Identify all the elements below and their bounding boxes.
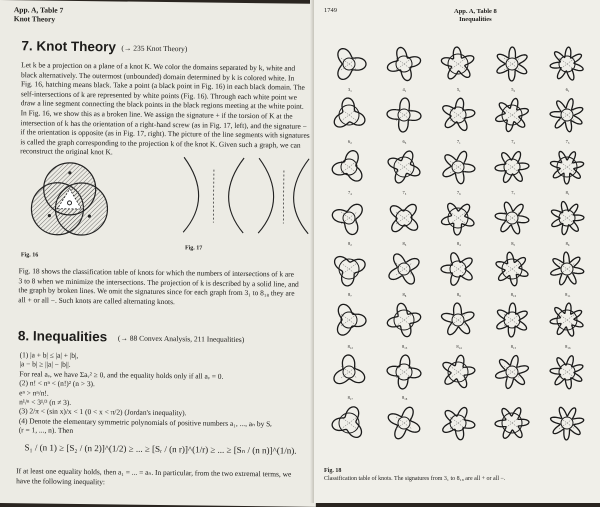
knot-diagram — [540, 196, 594, 247]
knot-diagram — [376, 298, 430, 349]
knot-drawing — [329, 300, 369, 340]
knot-drawing — [438, 198, 478, 238]
inequality-line: (r = 1, ..., n). Then — [18, 425, 74, 436]
inequalities-heading: 8. Inequalities — [17, 328, 108, 345]
knot-label: 7₁ — [456, 138, 461, 144]
knot-diagram — [322, 42, 376, 93]
inequalities-xref: (→ 88 Convex Analysis, 211 Inequalities) — [117, 333, 245, 345]
knot-label: 8₁₃ — [401, 343, 408, 349]
knot-table-grid — [322, 42, 594, 452]
knot-label: 8₁ — [565, 189, 570, 195]
knot-diagram — [485, 42, 539, 93]
knot-diagram — [376, 145, 430, 196]
knot-diagram — [322, 145, 376, 196]
knot-diagram — [540, 93, 594, 144]
knot-diagram — [322, 196, 376, 247]
page-number: 1749 — [324, 7, 337, 14]
knot-paragraph-1-line: Fig. 16, hatching means black. Take a point (a black point in Fig. 16) in each black domain. The — [20, 79, 305, 92]
knot-label: 8₁₆ — [565, 343, 571, 349]
runhead-line2: Knot Theory — [13, 14, 56, 24]
knot-drawing — [329, 147, 369, 187]
knot-label: 8₁₄ — [456, 343, 462, 349]
knot-paragraph-2-line: the graph by broken lines. We omit the signatures since for each graph from 3₁ to 8₁₈ they are — [18, 285, 295, 298]
knot-drawing — [492, 403, 532, 443]
knot-label: 8₁₅ — [510, 343, 517, 349]
knot-drawing — [492, 44, 532, 84]
knot-paragraph-1-line: is called the graph corresponding to the projection k of the knot K. Given such a graph, we can — [20, 137, 301, 150]
inequality-line: For real aᵥ, we have Σaᵥ² ≥ 0, and the equality holds only if all aᵥ = 0. — [19, 369, 224, 381]
knot-paragraph-1-line: if the orientation is opposite (as in Fig. 17, right). The picture of the line segments with signatures — [20, 127, 310, 140]
knot-drawing — [384, 147, 424, 187]
fig17-caption: Fig. 17 — [184, 245, 203, 252]
knot-drawing — [329, 198, 369, 238]
knot-drawing — [492, 249, 532, 289]
fig18-label: Fig. 18 — [324, 468, 342, 474]
knot-diagram — [376, 42, 430, 93]
knot-diagram — [376, 247, 430, 298]
knot-drawing — [438, 352, 478, 392]
knot-theory-xref: (→ 235 Knot Theory) — [121, 43, 188, 54]
knot-label: 8₁₂ — [347, 343, 353, 349]
symmetric-polynomial-formula: S₁ / (n 1) ≥ [S₂ / (n 2)]^(1/2) ≥ ... ≥ [Sᵣ / (n r)]^(1/r) ≥ ... ≥ [Sₙ / (n n)]^(1/n). — [24, 442, 297, 456]
knot-drawing — [492, 300, 532, 340]
knot-drawing — [384, 249, 424, 289]
knot-diagram — [431, 247, 485, 298]
knot-diagram — [431, 196, 485, 247]
inequality-line: |a − b| ≥ ||a| − |b||. — [19, 359, 71, 370]
knot-diagram — [322, 298, 376, 349]
knot-label: 6₂ — [348, 138, 352, 144]
knot-diagram — [322, 247, 376, 298]
knot-paragraph-1-line: Let k be a projection on a plane of a knot K. We color the domains separated by k, white and — [21, 60, 296, 73]
knot-diagram — [540, 247, 594, 298]
knot-drawing — [547, 249, 587, 289]
knot-label: 5₂ — [511, 87, 516, 93]
knot-label: 6₃ — [402, 138, 407, 144]
knot-diagram — [431, 350, 485, 401]
inequality-line: eⁿ > nⁿ/n!. — [19, 387, 49, 398]
knot-label: 7₇ — [511, 189, 516, 195]
knot-theory-heading: 7. Knot Theory — [21, 38, 117, 55]
table-title — [454, 8, 497, 24]
knot-label: 8₁₇ — [347, 394, 353, 400]
knot-drawing — [438, 95, 478, 135]
inequalities-list — [19, 350, 308, 438]
inequality-line: (4) Denote the elementary symmetric polynomials of positive numbers a₁, ..., aₙ by Sᵣ — [18, 416, 273, 429]
runhead-line1: App. A, Table 7 — [13, 5, 64, 15]
knot-diagram — [485, 401, 539, 452]
running-head — [14, 5, 64, 24]
knot-drawing — [384, 300, 424, 340]
knot-label: 8₄ — [456, 241, 461, 246]
knot-diagram — [485, 298, 539, 349]
knot-drawing — [384, 44, 424, 84]
inequalities-last-line: have the following inequality: — [16, 475, 106, 486]
knot-drawing — [492, 352, 532, 392]
knot-drawing — [438, 300, 478, 340]
inequalities-last-line: If at least one equality holds, then a₁ = ... = aₙ. In particular, from the two extremal terms, we — [16, 466, 292, 479]
knot-label: 8₃ — [402, 241, 407, 246]
knot-diagram — [376, 401, 430, 452]
knot-diagram — [485, 145, 539, 196]
knot-drawing — [547, 44, 587, 84]
knot-drawing — [547, 403, 587, 443]
inequality-line: n¹/ⁿ < 3¹/³ (n ≠ 3). — [19, 397, 72, 407]
knot-diagram — [540, 42, 594, 93]
knot-label: 8₆ — [565, 241, 570, 246]
knot-drawing — [384, 352, 424, 392]
knot-diagram — [485, 196, 539, 247]
knot-label: 7₆ — [456, 189, 461, 195]
knot-drawing — [438, 44, 478, 84]
right-page — [314, 0, 600, 503]
inequality-line: (1) |a + b| ≤ |a| + |b|, — [19, 350, 79, 360]
fig16-knot-graph — [19, 160, 120, 251]
knot-drawing — [329, 352, 369, 392]
knot-label: 5₁ — [456, 87, 461, 93]
knot-label: 7₅ — [402, 189, 407, 195]
inequality-line: (2) n! < nⁿ < (n!)² (n > 3). — [19, 378, 95, 389]
knot-paragraph-2-line: Fig. 18 shows the classification table of knots for which the numbers of intersections of k are — [18, 266, 294, 279]
knot-paragraph-1-line: In Fig. 16, we show this as a broken line. We assign the signature + if the torsion of K at the — [20, 108, 293, 121]
knot-drawing — [329, 249, 369, 289]
knot-diagram — [485, 350, 539, 401]
knot-label: 8₁₁ — [565, 292, 571, 298]
knot-diagram — [431, 93, 485, 144]
knot-diagram — [322, 350, 376, 401]
knot-diagram — [322, 93, 376, 144]
knot-diagram — [376, 350, 430, 401]
knot-label: 8₉ — [456, 292, 461, 298]
knot-drawing — [438, 249, 478, 289]
inequalities-last-paragraph — [16, 466, 306, 489]
knot-paragraph-2 — [18, 266, 308, 308]
knot-label: 8₇ — [348, 292, 352, 298]
knot-diagram — [431, 298, 485, 349]
fig18-caption-text: Classification table of knots. The signatures from 3₁ to 8₁₈ are all + or all −. — [324, 475, 506, 482]
knot-drawing — [492, 147, 532, 187]
knot-drawing — [547, 352, 587, 392]
knot-drawing — [547, 147, 587, 187]
knot-diagram — [431, 42, 485, 93]
knot-label: 4₁ — [402, 87, 407, 93]
knot-diagram — [540, 145, 594, 196]
knot-paragraph-2-line: all + or all −. Such knots are called alternating knots. — [18, 295, 175, 306]
knot-label: 8₁₈ — [401, 394, 408, 400]
knot-drawing — [547, 198, 587, 238]
knot-paragraph-1-line: draw a line segment connecting the black points in the black regions meeting at the white point. — [20, 98, 304, 112]
knot-paragraph-1 — [20, 60, 311, 159]
knot-diagram — [431, 145, 485, 196]
knot-label: 8₈ — [402, 292, 407, 298]
knot-diagram — [485, 247, 539, 298]
knot-drawing — [547, 300, 587, 340]
knot-drawing — [329, 44, 369, 84]
knot-diagram — [431, 401, 485, 452]
knot-drawing — [384, 95, 424, 135]
knot-diagram — [540, 350, 594, 401]
inequality-line: (3) 2/π < (sin x)/x < 1 (0 < x < π/2) (Jordan's inequality). — [18, 406, 187, 418]
knot-drawing — [438, 403, 478, 443]
knot-drawing — [492, 95, 532, 135]
knot-label: 6₁ — [565, 87, 570, 93]
knot-label: 3₁ — [348, 87, 352, 93]
knot-drawing — [329, 403, 369, 443]
knot-label: 7₄ — [348, 189, 352, 195]
knot-drawing — [329, 95, 369, 135]
knot-diagram — [540, 401, 594, 452]
knot-diagram — [485, 93, 539, 144]
knot-label: 8₅ — [511, 241, 516, 246]
knot-diagram — [376, 196, 430, 247]
fig17-crossings — [173, 147, 314, 239]
knot-drawing — [384, 403, 424, 443]
knot-paragraph-1-line: intersection of k has the orientation of a right-hand screw (as in Fig. 17, left), and the signature − — [20, 117, 307, 131]
knot-paragraph-1-line: self-intersections of k are represented by white points (Fig. 16). Through each white point we — [20, 89, 298, 102]
knot-paragraph-2-line: 3 to 8 when we minimize the intersections. The projection of k is described by a solid line, and — [18, 275, 299, 289]
knot-label: 8₂ — [348, 241, 352, 246]
knot-drawing — [438, 147, 478, 187]
knot-paragraph-1-line: black alternatively. The outermost (unbounded) domain determined by k is colored white. In — [21, 69, 295, 83]
table-title-line1: App. A, Table 8 — [454, 8, 497, 15]
fig16-caption: Fig. 16 — [20, 252, 39, 259]
knot-drawing — [384, 198, 424, 238]
knot-diagram — [322, 401, 376, 452]
knot-diagram — [376, 93, 430, 144]
knot-drawing — [492, 198, 532, 238]
knot-label: 8₁₀ — [510, 292, 517, 298]
knot-drawing — [547, 95, 587, 135]
table-title-line2: Inequalities — [459, 16, 492, 23]
knot-diagram — [540, 298, 594, 349]
fig18-caption — [324, 468, 505, 483]
knot-label: 7₂ — [511, 138, 516, 144]
knot-label: 7₃ — [565, 138, 570, 144]
knot-paragraph-1-line: reconstruct the original knot K. — [20, 146, 113, 157]
